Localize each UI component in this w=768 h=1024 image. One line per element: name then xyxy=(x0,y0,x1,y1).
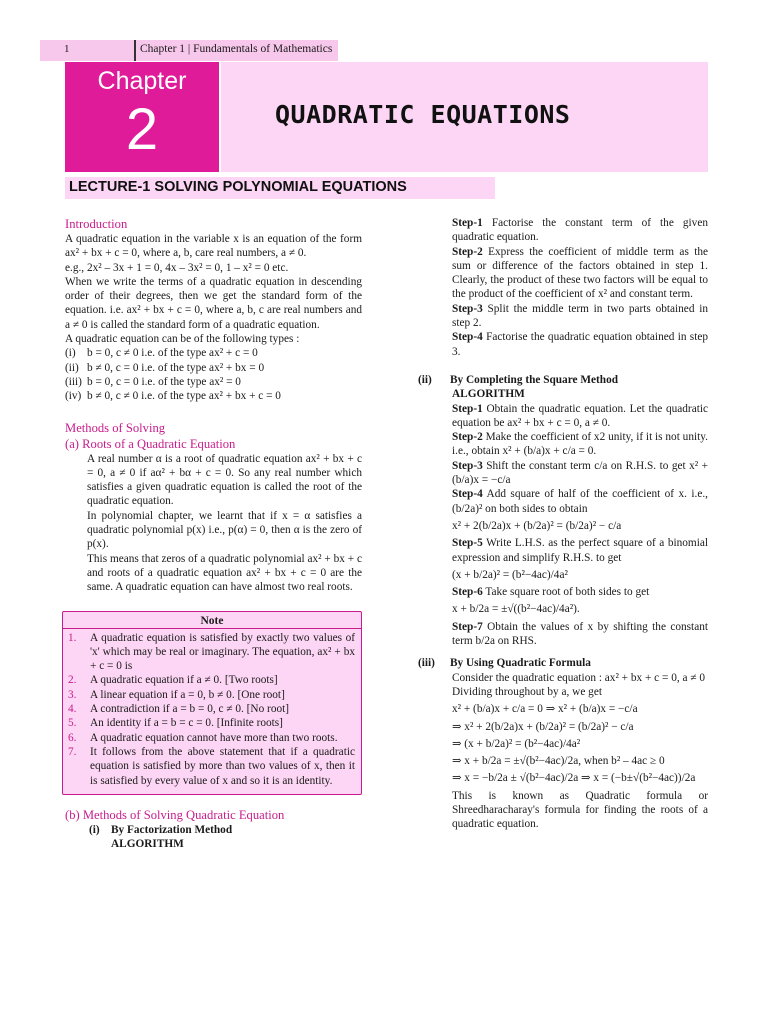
step: Step-6 Take square root of both sides to get xyxy=(452,586,650,599)
intro-example: e.g., 2x² – 3x + 1 = 0, 4x – 3x² = 0, 1 – x² = 0 etc. xyxy=(65,261,289,274)
intro-paragraph: A quadratic equation can be of the following types : xyxy=(65,333,300,346)
formula-line: ⇒ x + b/2a = ±√(b²−4ac)/2a, when b² – 4ac ≥ 0 xyxy=(452,755,665,768)
formula-line: ⇒ x² + 2(b/2a)x + (b/2a)² = (b/2a)² − c/a xyxy=(452,720,634,733)
roots-heading: (a) Roots of a Quadratic Equation xyxy=(65,436,236,451)
algorithm-label: ALGORITHM xyxy=(111,838,184,851)
note-item: 5. An identity if a = b = c = 0. [Infinite roots] xyxy=(68,717,283,730)
chapter-label: Chapter xyxy=(97,67,187,95)
types-list xyxy=(65,346,362,403)
methods-heading: Methods of Solving xyxy=(65,420,166,435)
intro-heading: Introduction xyxy=(65,217,128,231)
left-column xyxy=(65,216,362,851)
step: Step-2 Make the coefficient of x2 unity, if it is not unity. i.e., obtain x² + (b/a)x + c/a = 0. xyxy=(452,431,708,458)
intro-paragraph: A quadratic equation in the variable x is an equation of the form ax² + bx + c = 0, where a, b, care real numbers, a ≠ 0. xyxy=(65,233,362,260)
chapter-title: QUADRATIC EQUATIONS xyxy=(275,100,571,129)
step: Step-2 Express the coefficient of middle term as the sum or difference of the factors obtained in step 1. Clearly, the product of these two factors will be equal to the product of the coefficient of x² and constant term. xyxy=(452,245,708,301)
intro-paragraph: When we write the terms of a quadratic equation in descending order of their degrees, then we get the standard form of the equation. i.e. ax² + bx + c = 0, where a, b, c are real numbers and a ≠ 0 is called the standard form of a quadratic equation. xyxy=(65,275,362,331)
factorization-heading: (i) By Factorization Method xyxy=(89,823,233,836)
algorithm-label: ALGORITHM xyxy=(452,388,525,401)
list-item: (i) b = 0, c ≠ 0 i.e. of the type ax² + c = 0 xyxy=(65,347,258,360)
chapter-number-box xyxy=(65,62,219,172)
completing-square-heading: (ii) By Completing the Square Method xyxy=(418,373,618,386)
roots-paragraph: A real number α is a root of quadratic equation ax² + bx + c = 0, a ≠ 0 if aα² + bα + c = 0. So any real number which satisfies a given quadratic equation is called the root of the quadratic equation. xyxy=(87,452,362,508)
step: Step-3 Shift the constant term c/a on R.H.S. to get x² + (b/a)x = −c/a xyxy=(452,459,708,487)
step: Step-7 Obtain the values of x by shifting the constant term b/2a on RHS. xyxy=(452,620,708,648)
note-item: 2. A quadratic equation if a ≠ 0. [Two roots] xyxy=(68,674,278,687)
step: Step-4 Add square of half of the coefficient of x. i.e., (b/2a)² on both sides to obtain xyxy=(452,488,708,515)
note-item: 1. A quadratic equation is satisfied by exactly two values of 'x' which may be real or imaginary. The equation, ax² + bx + c = 0 is xyxy=(68,631,355,673)
right-column xyxy=(418,216,708,832)
step: Step-3 Split the middle term in two parts obtained in step 2. xyxy=(452,302,708,330)
equation: x² + 2(b/2a)x + (b/2a)² = (b/2a)² − c/a xyxy=(452,519,622,532)
chapter-title-box xyxy=(221,62,708,172)
step: Step-5 Write L.H.S. as the perfect square of a binomial expression and simplify R.H.S. to get xyxy=(452,537,708,564)
formula-line: ⇒ x = −b/2a ± √(b²−4ac)/2a ⇒ x = (−b±√(b²−4ac))/2a xyxy=(452,772,696,785)
list-item: (iv) b ≠ 0, c ≠ 0 i.e. of the type ax² + bx + c = 0 xyxy=(65,390,281,403)
formula-line: Dividing throughout by a, we get xyxy=(452,685,602,698)
step: Step-1 Factorise the constant term of the given quadratic equation. xyxy=(452,217,708,244)
roots-paragraph: In polynomial chapter, we learnt that if x = α satisfies a quadratic polynomial p(x) i.e., p(α) = 0, then α is the zero of p(x). xyxy=(87,509,362,551)
running-chapter-title: Chapter 1 | Fundamentals of Mathematics xyxy=(140,43,333,55)
note-box xyxy=(62,611,362,795)
note-heading: Note xyxy=(63,615,361,629)
chapter-number: 2 xyxy=(125,97,159,162)
step: Step-4 Factorise the quadratic equation obtained in step 3. xyxy=(452,331,708,358)
formula-line: Consider the quadratic equation : ax² + bx + c = 0, a ≠ 0 xyxy=(452,671,706,684)
formula-line: x² + (b/a)x + c/a = 0 ⇒ x² + (b/a)x = −c/a xyxy=(452,703,638,716)
note-item: 4. A contradiction if a = b = 0, c ≠ 0. [No root] xyxy=(68,703,290,716)
list-item: (ii) b ≠ 0, c = 0 i.e. of the type ax² + bx = 0 xyxy=(65,361,265,374)
equation: (x + b/2a)² = (b²−4ac)/4a² xyxy=(452,568,568,581)
list-item: (iii) b = 0, c = 0 i.e. of the type ax² = 0 xyxy=(65,375,241,388)
roots-paragraph: This means that zeros of a quadratic polynomial ax² + bx + c and roots of a quadratic equation ax² + bx + c = 0 are the same. A quadratic equation can have almost two real roots. xyxy=(87,552,362,594)
page-number: 1 xyxy=(64,43,70,55)
methods-b-heading: (b) Methods of Solving Quadratic Equation xyxy=(65,807,285,822)
step: Step-1 Obtain the quadratic equation. Let the quadratic equation be ax² + bx + c = 0, a ≠ 0. xyxy=(452,402,708,429)
header-divider xyxy=(134,40,136,61)
note-item: 6. A quadratic equation cannot have more than two roots. xyxy=(68,731,338,744)
note-item: 3. A linear equation if a = 0, b ≠ 0. [One root] xyxy=(68,688,285,701)
lecture-heading: LECTURE-1 SOLVING POLYNOMIAL EQUATIONS xyxy=(65,177,495,199)
quadratic-formula-heading: (iii) By Using Quadratic Formula xyxy=(418,657,591,670)
note-item: 7. It follows from the above statement that if a quadratic equation is satisfied by more than two values of x, then it is satisfied by every value of x and so it is an identity. xyxy=(68,745,355,787)
formula-paragraph: This is known as Quadratic formula or Shreedharacharay's formula for finding the roots of a quadratic equation. xyxy=(452,789,708,831)
running-header xyxy=(40,40,338,61)
formula-line: ⇒ (x + b/2a)² = (b²−4ac)/4a² xyxy=(452,737,581,750)
equation: x + b/2a = ±√((b²−4ac)/4a²). xyxy=(452,603,580,616)
